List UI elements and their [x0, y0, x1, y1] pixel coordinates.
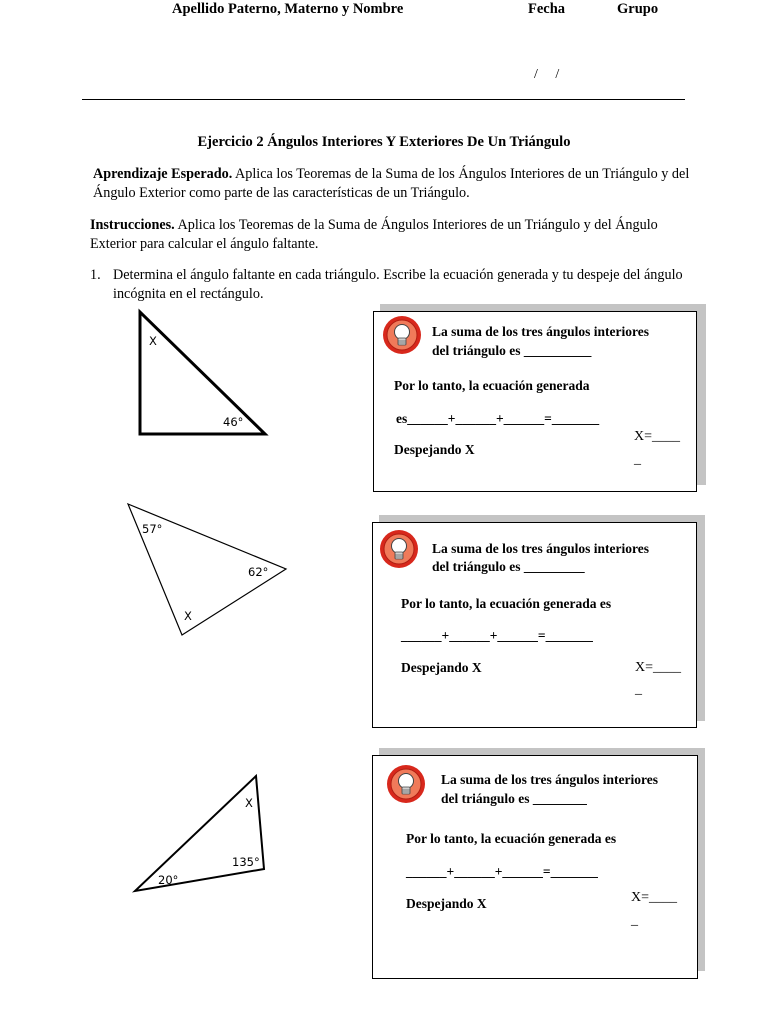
date-slashes: / /	[534, 67, 560, 82]
card-2-x-under: _	[635, 682, 642, 697]
item-number: 1.	[90, 267, 101, 283]
triangle-1	[140, 312, 265, 434]
triangle-2-label-x: X	[184, 609, 192, 623]
group-label: Grupo	[617, 1, 659, 17]
card-3-line-5: Despejando X	[406, 896, 487, 911]
triangle-2	[128, 504, 286, 635]
card-2-line-1: La suma de los tres ángulos interiores	[432, 541, 650, 556]
triangle-2-label-angle-a: 57°	[142, 522, 163, 536]
lightbulb-icon	[386, 764, 426, 804]
card-3-line-3: Por lo tanto, la ecuación generada es	[406, 831, 617, 846]
triangle-3-label-angle-a: 135°	[232, 855, 260, 869]
lightbulb-icon	[379, 529, 419, 569]
card-3	[372, 755, 698, 979]
triangle-2-label-angle-b: 62°	[248, 565, 269, 579]
triangle-1-label-x: X	[149, 334, 157, 348]
card-2-line-4: ______+______+______=_______	[401, 628, 593, 643]
card-3-line-4: ______+______+______=_______	[406, 864, 598, 879]
triangle-1-shape	[140, 312, 265, 434]
triangle-3-shape	[135, 776, 264, 891]
card-3-x-equals: X=____	[631, 890, 678, 905]
card-2-line-3: Por lo tanto, la ecuación generada es	[401, 596, 612, 611]
instrucciones-label: Instrucciones.	[90, 217, 175, 233]
card-1-x-under: _	[634, 452, 641, 467]
triangle-3-label-x: X	[245, 796, 253, 810]
card-2-x-equals: X=____	[635, 660, 682, 675]
card-3-line-1: La suma de los tres ángulos interiores	[441, 772, 659, 787]
item-text: Determina el ángulo faltante en cada triángulo. Escribe la ecuación generada y tu despeje del ángulo incógnita en el rectángulo.	[113, 267, 683, 302]
exercise-title: Ejercicio 2 Ángulos Interiores Y Exteriores De Un Triángulo	[197, 134, 571, 150]
card-3-line-2: del triángulo es ________	[441, 791, 587, 806]
card-3-x-under: _	[631, 913, 638, 928]
card-2-line-2: del triángulo es _________	[432, 559, 585, 574]
name-label: Apellido Paterno, Materno y Nombre	[172, 1, 404, 17]
card-2-line-5: Despejando X	[401, 660, 482, 675]
card-1-line-3: Por lo tanto, la ecuación generada	[394, 378, 590, 393]
triangle-3	[135, 776, 264, 891]
date-label: Fecha	[528, 1, 566, 17]
card-1-line-5: Despejando X	[394, 442, 475, 457]
triangle-1-label-angle: 46°	[223, 415, 244, 429]
triangle-3-label-angle-b: 20°	[158, 873, 179, 887]
lightbulb-icon	[382, 315, 422, 355]
card-1	[373, 311, 697, 492]
card-1-x-equals: X=____	[634, 429, 681, 444]
card-2	[372, 522, 697, 728]
aprendizaje-text: Aplica los Teoremas de la Suma de los Ángulos Interiores de un Triángulo y del Ángulo Exterior como parte de las características de un Triángulo.	[93, 166, 690, 201]
instrucciones-text: Aplica los Teoremas de la Suma de Ángulos Interiores de un Triángulo y del Ángulo Exterior para calcular el ángulo faltante.	[90, 217, 658, 252]
aprendizaje-label: Aprendizaje Esperado.	[93, 166, 233, 182]
card-1-line-4: es______+______+______=_______	[396, 411, 600, 426]
card-1-line-1: La suma de los tres ángulos interiores	[432, 324, 650, 339]
card-1-line-2: del triángulo es __________	[432, 343, 592, 358]
